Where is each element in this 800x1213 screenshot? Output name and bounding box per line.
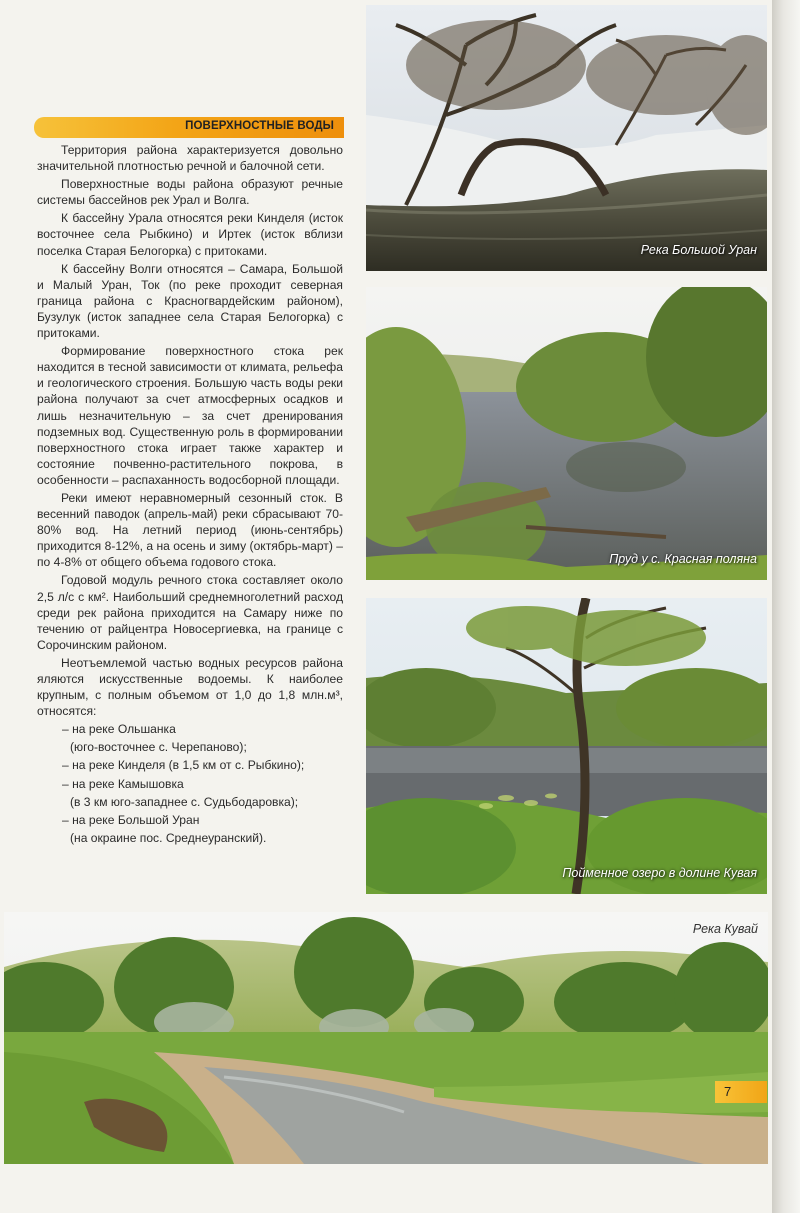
paragraph: Поверхностные воды района образуют речные системы бассейнов рек Урал и Волга.	[37, 177, 343, 208]
page-number-tab	[715, 1081, 767, 1103]
photo-caption: Река Большой Уран	[640, 243, 757, 257]
list-item: – на реке Ольшанка	[62, 722, 176, 737]
paragraph: Формирование поверхностного стока рек находится в тесной зависимости от климата, рельефа и геологического строения. Большую часть воды реки района получают за счет атмосферных осадков и лишь незначительную – за счет дренирования подземных вод. Существенную роль в формировании поверхностного стока играет также характер и состояние почвенно-растительного покрова, в особенности – распаханность водосборной площади.	[37, 344, 343, 487]
photo-river-kuvay	[4, 912, 768, 1164]
photo-caption: Пойменное озеро в долине Кувая	[562, 866, 757, 880]
paragraph: Неотъемлемой частью водных ресурсов района яляются искусственные водоемы. К наиболее крупным, с полным объемом от 1,0 до 1,8 млн.м³, относятся:	[37, 655, 343, 719]
paragraph: Годовой модуль речного стока составляет около 2,5 л/с с км². Наибольший среднемноголетний расход среди рек района приходится на Самару ниже по течению от райцентра Новосергиевка, на границе с Сорочинским районом.	[37, 573, 343, 652]
photo-pond-krasnaya-polyana	[366, 287, 767, 580]
paragraph: К бассейну Волги относятся – Самара, Большой и Малый Уран, Ток (по реке проходит северная граница района с Красногвардейским районом), Бузулук (исток западнее села Старая Белогорка) с притоками.	[37, 261, 343, 341]
paragraph: Реки имеют неравномерный сезонный сток. В весенний паводок (апрель-май) реки сбрасывают 70-80% вод. На летний период (июнь-сентябрь) приходится 8-12%, а на осень и зиму (октябрь-март) – по 4-8% от общего объема годового стока.	[37, 490, 343, 570]
list-item: – на реке Кинделя (в 1,5 км от с. Рыбкино);	[62, 758, 305, 773]
article-body	[37, 142, 343, 848]
section-heading: ПОВЕРХНОСТНЫЕ ВОДЫ	[185, 120, 334, 132]
page-number: 7	[724, 1084, 732, 1099]
photo-caption: Река Кувай	[692, 922, 758, 936]
photo-floodplain-lake-kuvay	[366, 598, 767, 894]
section-heading-bar	[34, 117, 344, 138]
list-item-detail: (в 3 км юго-западнее с. Судьбодаровка);	[70, 794, 299, 809]
photo-river-bolshoy-uran	[366, 5, 767, 271]
photo-caption: Пруд у с. Красная поляна	[609, 552, 757, 566]
reservoir-list	[37, 721, 343, 846]
list-item-detail: (юго-восточнее с. Черепаново);	[70, 740, 247, 755]
list-item: – на реке Большой Уран	[62, 812, 200, 827]
paragraph: К бассейну Урала относятся реки Кинделя (исток восточнее села Рыбкино) и Иртек (исток вблизи поселка Старая Белогорка) с притоками.	[37, 211, 343, 258]
page-spine-shadow	[772, 0, 800, 1213]
paragraph: Территория района характеризуется довольно значительной плотностью речной и балочной сети.	[37, 143, 343, 174]
list-item: – на реке Камышовка	[62, 776, 184, 791]
list-item-detail: (на окраине пос. Среднеуранский).	[70, 830, 267, 845]
